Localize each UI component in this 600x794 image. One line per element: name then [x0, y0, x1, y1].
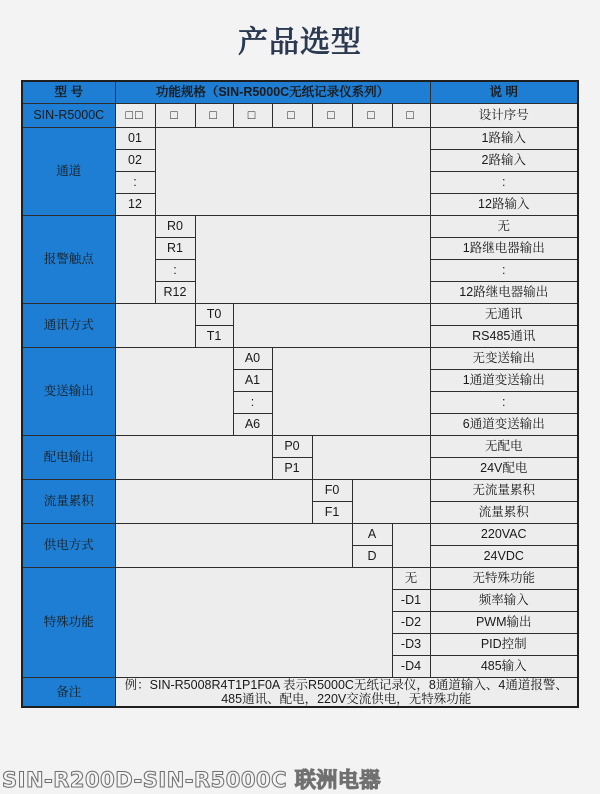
spacer-cell	[272, 347, 430, 435]
section-label: 通讯方式	[22, 303, 115, 347]
watermark-text: SIN-R200D-SIN-R5000C 联洲电器	[2, 768, 381, 792]
desc-cell: 无	[430, 215, 578, 237]
desc-cell: 12路继电器输出	[430, 281, 578, 303]
code-cell: D	[352, 545, 392, 567]
code-cell: P1	[272, 457, 312, 479]
desc-cell: 无特殊功能	[430, 567, 578, 589]
page-title: 产品选型	[238, 26, 362, 59]
desc-cell: 1通道变送输出	[430, 369, 578, 391]
code-cell: T0	[195, 303, 233, 325]
section-label: 通道	[22, 127, 115, 215]
spacer-cell	[115, 567, 392, 677]
code-cell: R12	[155, 281, 195, 303]
desc-cell: 频率输入	[430, 589, 578, 611]
code-cell: F1	[312, 501, 352, 523]
serial-box-cell: □□	[115, 103, 155, 127]
spacer-cell	[312, 435, 430, 479]
model-name-cell: SIN-R5000C	[22, 103, 115, 127]
desc-cell: 12路输入	[430, 193, 578, 215]
table-body	[22, 81, 578, 707]
serial-box-cell: □	[195, 103, 233, 127]
desc-cell: PID控制	[430, 633, 578, 655]
desc-cell: :	[430, 259, 578, 281]
col-header-model: 型 号	[22, 81, 115, 103]
spacer-cell	[115, 479, 312, 523]
section-label: 特殊功能	[22, 567, 115, 677]
code-cell: P0	[272, 435, 312, 457]
code-cell: A6	[233, 413, 272, 435]
serial-box-cell: □	[155, 103, 195, 127]
spacer-cell	[115, 215, 155, 303]
code-cell: A	[352, 523, 392, 545]
desc-cell: 无通讯	[430, 303, 578, 325]
spacer-cell	[115, 347, 233, 435]
spacer-cell	[195, 215, 430, 303]
spacer-cell	[392, 523, 430, 567]
code-cell: 无	[392, 567, 430, 589]
desc-cell: 无变送输出	[430, 347, 578, 369]
section-label: 供电方式	[22, 523, 115, 567]
serial-box-cell: □	[272, 103, 312, 127]
desc-cell: 24VDC	[430, 545, 578, 567]
code-cell: -D2	[392, 611, 430, 633]
desc-cell: 24V配电	[430, 457, 578, 479]
section-label: 变送输出	[22, 347, 115, 435]
section-label: 配电输出	[22, 435, 115, 479]
code-cell: 02	[115, 149, 155, 171]
desc-cell: :	[430, 171, 578, 193]
code-cell: R1	[155, 237, 195, 259]
spacer-cell	[352, 479, 430, 523]
code-cell: :	[155, 259, 195, 281]
section-label: 流量累积	[22, 479, 115, 523]
serial-box-cell: □	[352, 103, 392, 127]
code-cell: -D4	[392, 655, 430, 677]
desc-cell: 220VAC	[430, 523, 578, 545]
desc-cell: PWM输出	[430, 611, 578, 633]
spacer-cell	[115, 303, 195, 347]
spacer-cell	[115, 435, 272, 479]
note-text: 例：SIN-R5008R4T1P1F0A 表示R5000C无纸记录仪，8通道输入、4通道报警、485通讯、配电，220V交流供电，无特殊功能	[115, 677, 578, 707]
col-header-spec: 功能规格（SIN-R5000C无纸记录仪系列）	[115, 81, 430, 103]
code-cell: A0	[233, 347, 272, 369]
spacer-cell	[155, 127, 430, 215]
desc-cell: 无流量累积	[430, 479, 578, 501]
note-label: 备注	[22, 677, 115, 707]
desc-cell: 6通道变送输出	[430, 413, 578, 435]
code-cell: -D3	[392, 633, 430, 655]
col-header-desc: 说 明	[430, 81, 578, 103]
desc-cell: RS485通讯	[430, 325, 578, 347]
desc-cell: :	[430, 391, 578, 413]
desc-cell: 无配电	[430, 435, 578, 457]
serial-box-cell: □	[312, 103, 352, 127]
section-label: 报警触点	[22, 215, 115, 303]
code-cell: :	[233, 391, 272, 413]
desc-cell: 流量累积	[430, 501, 578, 523]
desc-cell: 1路输入	[430, 127, 578, 149]
serial-box-cell: □	[233, 103, 272, 127]
code-cell: 01	[115, 127, 155, 149]
desc-cell: 1路继电器输出	[430, 237, 578, 259]
serial-box-cell: □	[392, 103, 430, 127]
spacer-cell	[115, 523, 352, 567]
desc-cell: 设计序号	[430, 103, 578, 127]
product-selection-table	[21, 80, 579, 708]
desc-cell: 485输入	[430, 655, 578, 677]
desc-cell: 2路输入	[430, 149, 578, 171]
spacer-cell	[233, 303, 430, 347]
code-cell: :	[115, 171, 155, 193]
code-cell: T1	[195, 325, 233, 347]
code-cell: -D1	[392, 589, 430, 611]
code-cell: F0	[312, 479, 352, 501]
code-cell: A1	[233, 369, 272, 391]
code-cell: R0	[155, 215, 195, 237]
code-cell: 12	[115, 193, 155, 215]
